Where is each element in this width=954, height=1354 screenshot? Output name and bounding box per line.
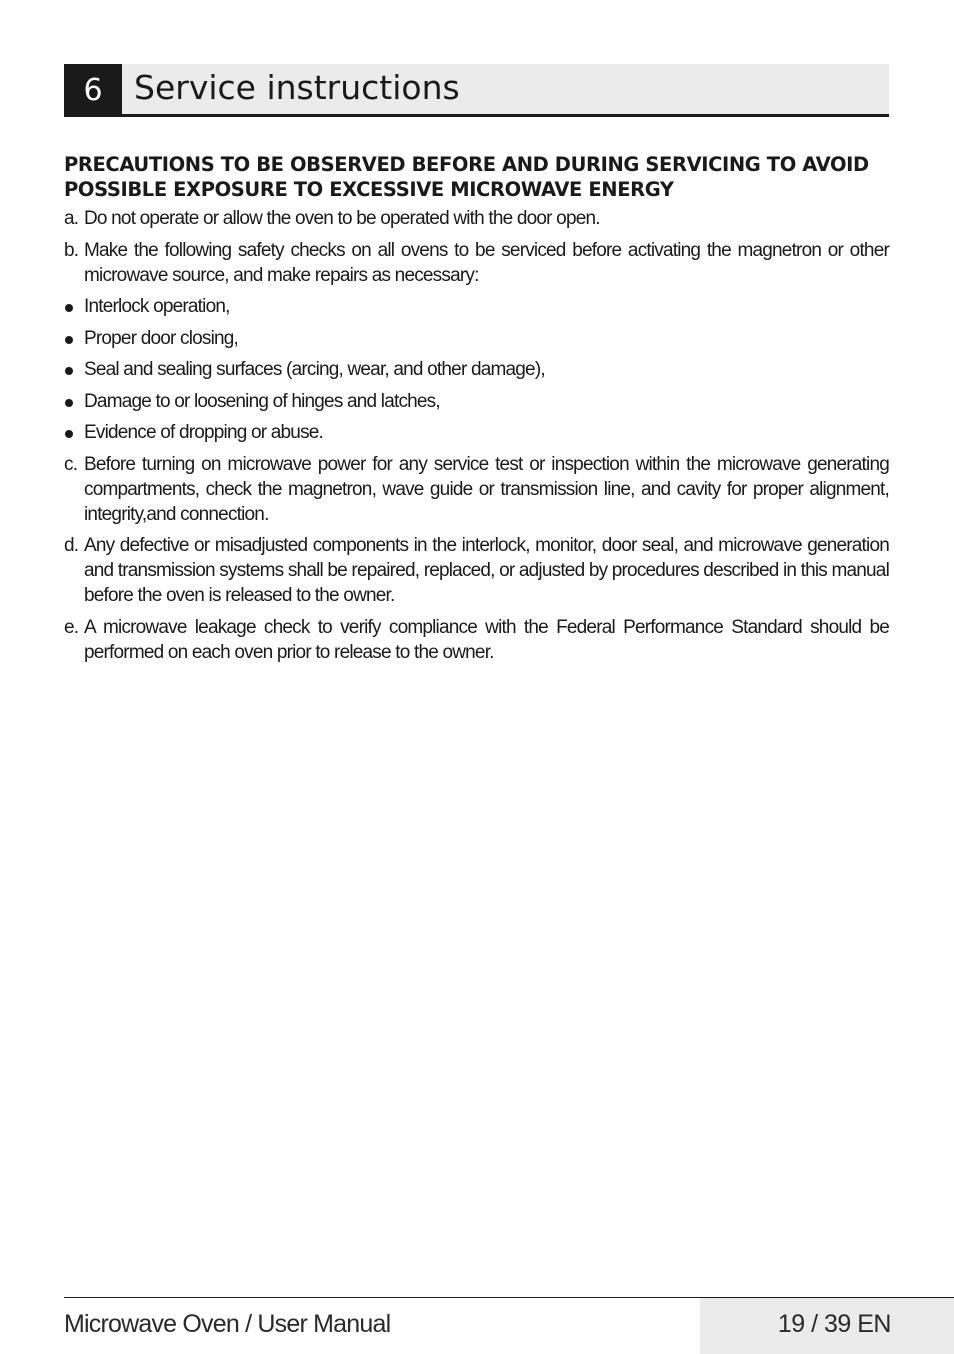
list-item-b [64, 238, 889, 288]
bullet-icon [64, 326, 84, 351]
list-item-text: Do not operate or allow the oven to be operated with the door open. [84, 208, 600, 229]
bullet-icon [64, 294, 84, 319]
list-marker: b. [64, 239, 79, 261]
list-item-text: Interlock operation, [84, 296, 230, 317]
list-item-text: Damage to or loosening of hinges and latches, [84, 390, 440, 412]
list-item-text: A microwave leakage check to verify compliance with the Federal Performance Standard should be performed on each oven prior to release to the owner. [84, 616, 889, 663]
bullet-item [64, 326, 889, 351]
list-marker: e. [64, 616, 79, 638]
list-item-e [64, 615, 889, 665]
bullet-item [64, 420, 889, 445]
bullet-item [64, 357, 889, 382]
section-content [64, 152, 889, 671]
list-marker: d. [64, 535, 79, 556]
bullet-icon [64, 389, 84, 414]
section-heading: PRECAUTIONS TO BE OBSERVED BEFORE AND DURING SERVICING TO AVOID POSSIBLE EXPOSURE TO EXCESSIVE MICROWAVE ENERGY [64, 153, 869, 201]
chapter-header [64, 64, 889, 117]
list-item-d [64, 533, 889, 608]
list-item-text: Any defective or misadjusted components in the interlock, monitor, door seal, and microwave generation and transmission systems shall be repaired, replaced, or adjusted by procedures described in this manual before the oven is released to the owner. [84, 535, 889, 606]
list-item-text: Make the following safety checks on all ovens to be serviced before activating the magnetron or other microwave source, and make repairs as necessary: [84, 239, 889, 286]
chapter-title: Service instructions [134, 68, 460, 107]
list-item-text: Evidence of dropping or abuse. [84, 422, 324, 443]
list-marker: c. [64, 453, 78, 475]
list-item-a [64, 206, 889, 231]
chapter-number: 6 [64, 64, 122, 117]
list-item-text: Proper door closing, [84, 327, 239, 349]
footer-title: Microwave Oven / User Manual [64, 1310, 391, 1338]
list-item-c [64, 452, 889, 527]
bullet-item [64, 389, 889, 414]
list-item-text: Seal and sealing surfaces (arcing, wear, and other damage), [84, 359, 545, 380]
list-marker: a. [64, 208, 79, 229]
bullet-item [64, 294, 889, 319]
bullet-icon [64, 420, 84, 445]
bullet-icon [64, 357, 84, 382]
page-number: 19 / 39 EN [777, 1310, 891, 1338]
list-item-text: Before turning on microwave power for any service test or inspection within the microwave generating compartments, check the magnetron, wave guide or transmission line, and cavity for proper alignment, integrity,and connection. [84, 453, 889, 525]
page-number-box [700, 1298, 954, 1354]
